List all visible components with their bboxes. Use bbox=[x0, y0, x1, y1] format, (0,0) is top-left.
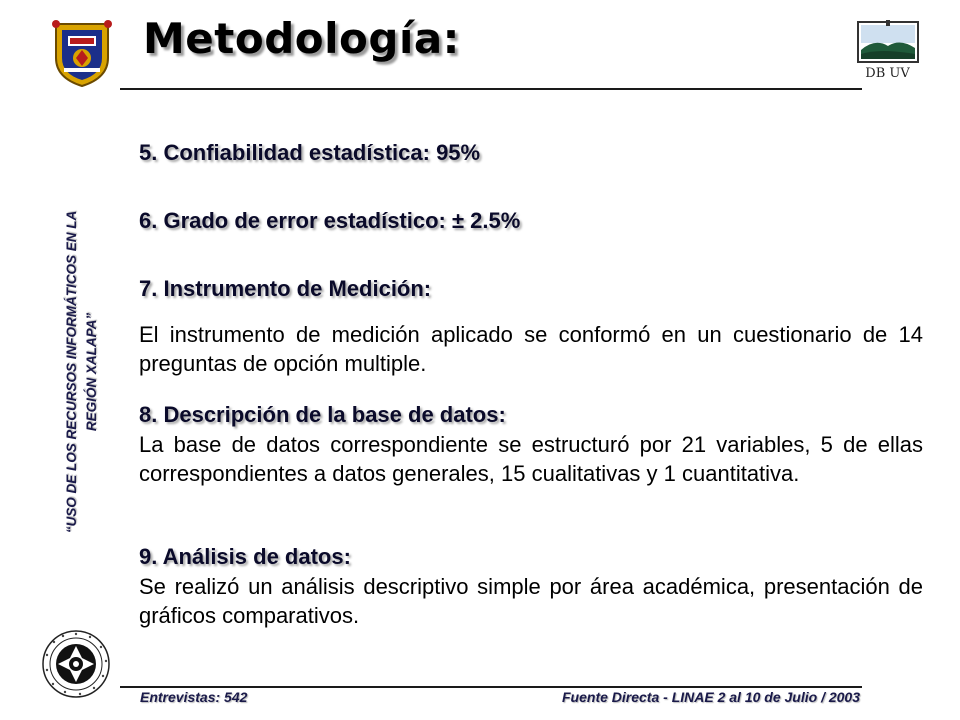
paragraph-analisis: Se realizó un análisis descriptivo simple por área académica, presentación de gráficos comparativos. bbox=[139, 574, 923, 628]
heading-instrumento: 7. Instrumento de Medición: bbox=[139, 276, 432, 301]
heading-analisis: 9. Análisis de datos: bbox=[139, 544, 351, 569]
heading-base-datos: 8. Descripción de la base de datos: bbox=[139, 402, 506, 427]
side-caption-line1: “USO DE LOS RECURSOS INFORMÁTICOS EN LA bbox=[64, 210, 79, 534]
footer-divider bbox=[120, 686, 862, 688]
university-shield-logo bbox=[50, 18, 114, 88]
page-title: Metodología: bbox=[143, 14, 460, 63]
research-seal-logo bbox=[40, 628, 112, 700]
paragraph-base-datos: La base de datos correspondiente se estructuró por 21 variables, 5 de ellas correspondientes a datos generales, 15 cualitativas y 1 cuantitativa. bbox=[139, 432, 923, 486]
side-caption bbox=[62, 152, 102, 592]
paragraph-instrumento: El instrumento de medición aplicado se conformó en un cuestionario de 14 preguntas de opción multiple. bbox=[139, 322, 923, 376]
footer-interviews: Entrevistas: 542 bbox=[140, 689, 248, 705]
heading-confiabilidad: 5. Confiabilidad estadística: 95% bbox=[139, 140, 481, 165]
svg-text:DB UV: DB UV bbox=[865, 66, 910, 81]
title-divider bbox=[120, 88, 862, 90]
side-caption-line2: REGIÓN XALAPA” bbox=[84, 312, 99, 432]
footer-source: Fuente Directa - LINAE 2 al 10 de Julio / 2003 bbox=[562, 689, 860, 705]
heading-grado-error: 6. Grado de error estadístico: ± 2.5% bbox=[139, 208, 521, 233]
dbuv-logo bbox=[850, 20, 925, 82]
